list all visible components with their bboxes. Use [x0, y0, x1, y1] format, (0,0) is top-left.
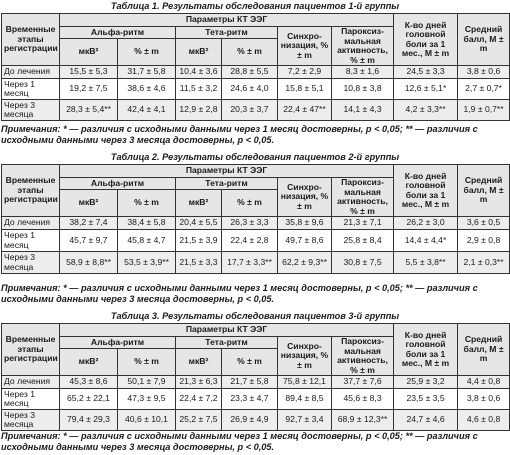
cell: 2,7 ± 0,7*	[458, 79, 510, 100]
table-row	[2, 230, 510, 252]
cell: 21,3 ± 7,1	[332, 217, 394, 230]
row-label: Через 1 месяц	[2, 389, 60, 410]
header-headache: К-во дней головной боли за 1 мес., M ± m	[394, 324, 458, 376]
header-sync: Синхро-низация, % ± m	[278, 337, 332, 376]
header-stages: Временные этапы регистрации	[2, 165, 60, 217]
cell: 24,6 ± 4,0	[222, 79, 278, 100]
header-score: Средний балл, M ± m	[458, 324, 510, 376]
cell: 38,2 ± 7,4	[60, 217, 118, 230]
cell: 12,9 ± 2,8	[176, 100, 222, 121]
cell: 22,4 ± 7,2	[176, 389, 222, 410]
header-alpha-mkv: мкВ²	[60, 39, 118, 66]
cell: 22,4 ± 47**	[278, 100, 332, 121]
table-row	[2, 66, 510, 79]
row-label: Через 3 месяца	[2, 252, 60, 274]
cell: 14,4 ± 4,4*	[394, 230, 458, 252]
header-theta: Тета-ритм	[176, 27, 278, 39]
cell: 37,7 ± 7,6	[332, 376, 394, 389]
table-row	[2, 100, 510, 121]
cell: 25,9 ± 3,2	[394, 376, 458, 389]
cell: 15,8 ± 5,1	[278, 79, 332, 100]
cell: 28,8 ± 5,5	[222, 66, 278, 79]
cell: 26,3 ± 3,3	[222, 217, 278, 230]
cell: 4,6 ± 0,8	[458, 410, 510, 431]
table-row	[2, 376, 510, 389]
cell: 53,5 ± 3,9**	[118, 252, 176, 274]
cell: 65,2 ± 22,1	[60, 389, 118, 410]
cell: 23,3 ± 4,7	[222, 389, 278, 410]
row-label: Через 3 месяца	[2, 410, 60, 431]
cell: 23,5 ± 3,5	[394, 389, 458, 410]
header-parox: Пароксиз-мальная активность, % ± m	[332, 337, 394, 376]
cell: 24,5 ± 3,3	[394, 66, 458, 79]
header-theta-pct: % ± m	[222, 39, 278, 66]
cell: 89,4 ± 8,5	[278, 389, 332, 410]
header-params: Параметры КТ ЭЭГ	[60, 14, 394, 27]
cell: 35,8 ± 9,6	[278, 217, 332, 230]
cell: 45,8 ± 4,7	[118, 230, 176, 252]
cell: 3,6 ± 0,5	[458, 217, 510, 230]
cell: 45,6 ± 8,3	[332, 389, 394, 410]
cell: 42,4 ± 4,1	[118, 100, 176, 121]
results-table-3	[1, 323, 510, 431]
cell: 21,5 ± 3,9	[176, 230, 222, 252]
row-label: До лечения	[2, 217, 60, 230]
table-row	[2, 79, 510, 100]
header-params: Параметры КТ ЭЭГ	[60, 324, 394, 337]
cell: 26,9 ± 4,9	[222, 410, 278, 431]
cell: 25,8 ± 8,4	[332, 230, 394, 252]
cell: 75,8 ± 12,1	[278, 376, 332, 389]
row-label: До лечения	[2, 376, 60, 389]
cell: 58,9 ± 8,8**	[60, 252, 118, 274]
cell: 30,8 ± 7,5	[332, 252, 394, 274]
cell: 49,7 ± 8,6	[278, 230, 332, 252]
header-headache: К-во дней головной боли за 1 мес., M ± m	[394, 14, 458, 66]
cell: 68,9 ± 12,3**	[332, 410, 394, 431]
header-score: Средний балл, M ± m	[458, 14, 510, 66]
cell: 45,3 ± 8,6	[60, 376, 118, 389]
table-2-note: Примечания: * — различия с исходными данными через 1 месяц достоверны, p < 0,05; ** — различия с исходными данными через 3 месяца достоверны, p < 0,05.	[1, 283, 478, 304]
row-label: Через 1 месяц	[2, 79, 60, 100]
header-alpha-mkv: мкВ²	[60, 190, 118, 217]
cell: 7,2 ± 2,9	[278, 66, 332, 79]
header-sync: Синхро-низация, % ± m	[278, 27, 332, 66]
cell: 50,1 ± 7,9	[118, 376, 176, 389]
header-sync: Синхро-низация, % ± m	[278, 178, 332, 217]
table-3-note: Примечания: * — различия с исходными данными через 1 месяц достоверны, p < 0,05; ** — различия с исходными данными через 3 месяца достоверны, p < 0,05.	[1, 431, 478, 452]
cell: 17,7 ± 3,3**	[222, 252, 278, 274]
table-1-note: Примечания: * — различия с исходными данными через 1 месяц достоверны, p < 0,05; ** — различия с исходными данными через 3 месяца достоверны, p < 0,05.	[1, 124, 478, 145]
header-score: Средний балл, M ± m	[458, 165, 510, 217]
cell: 5,5 ± 3,8**	[394, 252, 458, 274]
cell: 28,3 ± 5,4**	[60, 100, 118, 121]
table-2-caption: Таблица 2. Результаты обследования пациентов 2-й группы	[110, 152, 400, 162]
cell: 45,7 ± 9,7	[60, 230, 118, 252]
header-theta-mkv: мкВ²	[176, 39, 222, 66]
cell: 21,5 ± 3,3	[176, 252, 222, 274]
cell: 10,4 ± 3,6	[176, 66, 222, 79]
cell: 47,3 ± 9,5	[118, 389, 176, 410]
cell: 14,1 ± 4,3	[332, 100, 394, 121]
header-parox: Пароксиз-мальная активность, % ± m	[332, 27, 394, 66]
cell: 10,8 ± 3,8	[332, 79, 394, 100]
header-params: Параметры КТ ЭЭГ	[60, 165, 394, 178]
cell: 2,9 ± 0,8	[458, 230, 510, 252]
cell: 19,2 ± 7,5	[60, 79, 118, 100]
cell: 25,2 ± 7,5	[176, 410, 222, 431]
cell: 20,3 ± 3,7	[222, 100, 278, 121]
header-theta: Тета-ритм	[176, 178, 278, 190]
cell: 40,6 ± 10,1	[118, 410, 176, 431]
header-theta-mkv: мкВ²	[176, 190, 222, 217]
cell: 11,5 ± 3,2	[176, 79, 222, 100]
cell: 8,3 ± 1,6	[332, 66, 394, 79]
header-stages: Временные этапы регистрации	[2, 324, 60, 376]
row-label: Через 3 месяца	[2, 100, 60, 121]
table-row	[2, 410, 510, 431]
cell: 4,4 ± 0,8	[458, 376, 510, 389]
header-alpha-pct: % ± m	[118, 39, 176, 66]
cell: 21,3 ± 6,3	[176, 376, 222, 389]
cell: 92,7 ± 3,4	[278, 410, 332, 431]
cell: 21,7 ± 5,8	[222, 376, 278, 389]
cell: 4,2 ± 3,3**	[394, 100, 458, 121]
cell: 38,4 ± 5,8	[118, 217, 176, 230]
header-headache: К-во дней головной боли за 1 мес., M ± m	[394, 165, 458, 217]
cell: 3,8 ± 0,6	[458, 66, 510, 79]
header-theta-pct: % ± m	[222, 190, 278, 217]
cell: 26,2 ± 3,0	[394, 217, 458, 230]
cell: 2,1 ± 0,3**	[458, 252, 510, 274]
header-theta-mkv: мкВ²	[176, 349, 222, 376]
header-alpha: Альфа-ритм	[60, 337, 176, 349]
table-3-caption: Таблица 3. Результаты обследования пациентов 3-й группы	[110, 311, 400, 321]
row-label: Через 1 месяц	[2, 230, 60, 252]
cell: 20,4 ± 5,5	[176, 217, 222, 230]
cell: 38,6 ± 4,6	[118, 79, 176, 100]
table-row	[2, 217, 510, 230]
header-alpha-mkv: мкВ²	[60, 349, 118, 376]
row-label: До лечения	[2, 66, 60, 79]
cell: 15,5 ± 5,3	[60, 66, 118, 79]
cell: 24,7 ± 4,6	[394, 410, 458, 431]
header-alpha: Альфа-ритм	[60, 178, 176, 190]
cell: 12,6 ± 5,1*	[394, 79, 458, 100]
header-alpha-pct: % ± m	[118, 190, 176, 217]
cell: 22,4 ± 2,8	[222, 230, 278, 252]
table-1-caption: Таблица 1. Результаты обследования пациентов 1-й группы	[110, 1, 400, 11]
results-table-1	[1, 13, 510, 121]
header-alpha-pct: % ± m	[118, 349, 176, 376]
cell: 62,2 ± 9,3**	[278, 252, 332, 274]
header-alpha: Альфа-ритм	[60, 27, 176, 39]
header-stages: Временные этапы регистрации	[2, 14, 60, 66]
cell: 31,7 ± 5,8	[118, 66, 176, 79]
results-table-2	[1, 164, 510, 274]
cell: 79,4 ± 29,3	[60, 410, 118, 431]
cell: 1,9 ± 0,7**	[458, 100, 510, 121]
table-row	[2, 389, 510, 410]
cell: 3,8 ± 0,6	[458, 389, 510, 410]
header-parox: Пароксиз-мальная активность, % ± m	[332, 178, 394, 217]
table-row	[2, 252, 510, 274]
header-theta: Тета-ритм	[176, 337, 278, 349]
header-theta-pct: % ± m	[222, 349, 278, 376]
